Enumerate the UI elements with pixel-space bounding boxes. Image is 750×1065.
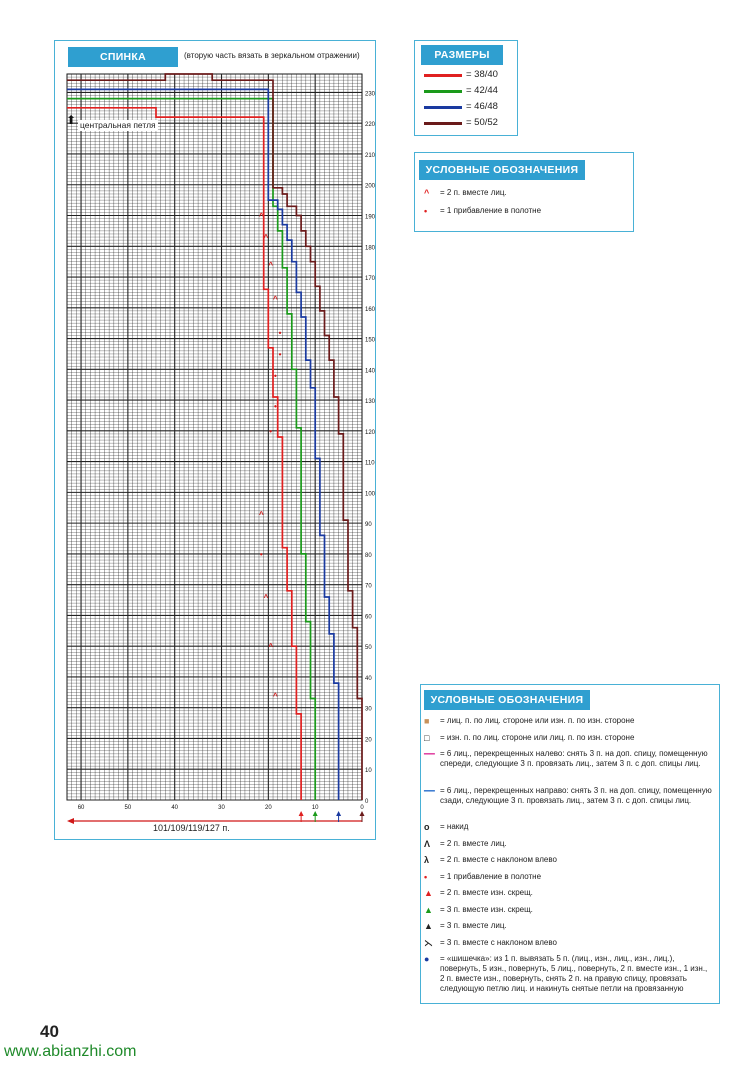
central-loop-arrow-icon: ⬆	[66, 113, 77, 127]
legend-text: = лиц. п. по лиц. стороне или изн. п. по изн. стороне	[440, 716, 635, 725]
legend-symbol-icon: ■	[424, 716, 430, 726]
y-tick-label: 100	[365, 491, 376, 498]
chart-subtitle: (вторую часть вязать в зеркальном отражении)	[184, 51, 360, 60]
legend-symbol-icon: ^	[424, 188, 430, 198]
knitting-chart	[54, 40, 376, 840]
legend-text: = 1 прибавление в полотне	[440, 206, 542, 215]
y-tick-label: 50	[365, 645, 372, 652]
size-item	[424, 117, 514, 131]
y-tick-label: 60	[365, 614, 372, 621]
increase-marker: •	[278, 349, 282, 359]
legend-symbol-icon: o	[424, 822, 430, 832]
y-tick-label: 40	[365, 675, 372, 682]
y-tick-label: 0	[365, 799, 369, 805]
legend-text: = 2 п. вместе лиц.	[440, 188, 507, 197]
size-label: = 38/40	[466, 69, 498, 80]
x-tick-label: 60	[77, 805, 85, 811]
decrease-marker: ^	[273, 691, 278, 701]
decrease-marker: ^	[258, 509, 264, 519]
y-tick-label: 170	[365, 276, 376, 283]
y-tick-label: 130	[365, 399, 376, 406]
watermark: www.abianzhi.com	[4, 1043, 137, 1060]
legend-text: = изн. п. по лиц. стороне или лиц. п. по изн. стороне	[440, 732, 635, 742]
x-tick-label: 20	[265, 805, 272, 811]
y-tick-label: 70	[365, 583, 372, 590]
legend-text: = 3 п. вместе изн. скрещ.	[440, 904, 533, 914]
legend-text: = 6 лиц., перекрещенных налево: снять 3 п. на доп. спицу, помещенную спереди, следующие 3 п. провязать лиц., затем 3 п. с доп. спицы лиц.	[440, 749, 708, 768]
stitch-count: 101/109/119/127 п.	[150, 823, 233, 834]
size-label: = 42/44	[466, 85, 498, 96]
y-tick-label: 200	[365, 183, 376, 190]
size-color-swatch	[424, 122, 462, 125]
x-axis-ticks	[78, 805, 365, 811]
y-tick-label: 190	[365, 214, 376, 221]
legend-symbol-icon: ⋋	[424, 937, 433, 948]
x-tick-label: 10	[311, 805, 319, 811]
central-loop-label: центральная петля	[80, 120, 156, 130]
legend-symbol-icon: ▲	[424, 921, 433, 931]
legend-text: = 2 п. вместе с наклоном влево	[440, 855, 557, 864]
size-label: = 46/48	[466, 101, 498, 112]
increase-marker: •	[259, 549, 263, 559]
y-tick-label: 30	[365, 706, 372, 713]
legend-symbol-icon: Λ	[424, 838, 431, 849]
legend-text: = 1 прибавление в полотне	[440, 871, 542, 881]
chart-title: СПИНКА	[68, 47, 178, 67]
size-start-arrow-head	[313, 811, 318, 816]
y-tick-label: 140	[365, 368, 376, 375]
x-tick-label: 50	[124, 805, 132, 811]
decrease-marker: ^	[263, 233, 269, 243]
decrease-marker: ^	[263, 592, 269, 602]
size-label: = 50/52	[466, 117, 498, 128]
legend-text: = 2 п. вместе изн. скрещ.	[440, 888, 533, 897]
decrease-marker: ^	[273, 294, 278, 304]
increase-marker: •	[273, 402, 277, 412]
increase-marker: •	[273, 371, 277, 381]
y-tick-label: 80	[365, 552, 372, 559]
y-tick-label: 230	[365, 91, 376, 98]
y-tick-label: 150	[365, 337, 376, 344]
legend-symbol-icon: ▲	[424, 904, 433, 915]
legend-big-title: УСЛОВНЫЕ ОБОЗНАЧЕНИЯ	[424, 690, 590, 710]
legend-text: = «шишечка»: из 1 п. вывязать 5 п. (лиц., изн., лиц., изн., лиц.), повернуть, 5 изн., повернуть, 5 лиц., повернуть, 2 п. вместе изн., 1 изн., 2 п. вместе изн., повернуть, снять 2 п. на правую спицу, провязать следующую петлю лиц. и накинуть снятые петли на провязанную	[440, 954, 708, 993]
x-tick-label: 30	[218, 805, 225, 811]
size-item	[424, 101, 514, 115]
y-tick-label: 180	[365, 245, 376, 252]
legend-symbol-icon: ━━	[424, 749, 435, 759]
size-item	[424, 69, 514, 83]
chart-grid	[67, 74, 362, 800]
legend-text: = 3 п. вместе с наклоном влево	[440, 937, 557, 947]
decrease-marker: ^	[268, 642, 274, 652]
legend-symbol-icon: □	[424, 732, 430, 743]
x-tick-label: 40	[171, 805, 179, 811]
size-color-swatch	[424, 74, 462, 77]
legend-small-title: УСЛОВНЫЕ ОБОЗНАЧЕНИЯ	[419, 160, 585, 180]
size-start-arrow-head	[299, 811, 304, 816]
y-tick-label: 110	[365, 460, 375, 467]
legend-symbol-icon: ━━	[424, 785, 435, 796]
legend-symbol-icon: ▲	[424, 888, 433, 898]
legend-symbol-icon: ●	[424, 954, 430, 964]
page-number: 40	[40, 1022, 59, 1041]
legend-symbol-icon: λ	[424, 855, 430, 865]
y-tick-label: 90	[365, 522, 372, 529]
x-tick-label: 0	[360, 805, 364, 811]
y-axis-ticks	[365, 91, 376, 805]
legend-text: = 3 п. вместе лиц.	[440, 921, 507, 930]
increase-marker: •	[278, 328, 282, 338]
y-tick-label: 220	[365, 122, 376, 129]
size-color-swatch	[424, 90, 462, 93]
size-start-arrow-head	[360, 811, 365, 816]
size-start-arrow-head	[336, 811, 341, 816]
decrease-marker: ^	[268, 260, 274, 270]
y-tick-label: 20	[365, 737, 372, 744]
stitch-count-arrow-head	[67, 818, 74, 824]
sizes-title: РАЗМЕРЫ	[421, 45, 503, 65]
legend-symbol-icon: •	[424, 871, 428, 882]
y-tick-label: 120	[365, 429, 376, 436]
y-tick-label: 210	[365, 152, 376, 159]
y-tick-label: 10	[365, 768, 372, 775]
decrease-marker: ^	[258, 211, 264, 221]
increase-marker: •	[269, 426, 273, 436]
legend-symbol-icon: •	[424, 206, 428, 216]
legend-text: = 2 п. вместе лиц.	[440, 838, 507, 848]
y-tick-label: 160	[365, 306, 376, 313]
size-color-swatch	[424, 106, 462, 109]
size-item	[424, 85, 514, 99]
legend-text: = накид	[440, 822, 469, 831]
legend-text: = 6 лиц., перекрещенных направо: снять 3 п. на доп. спицу, помещенную сзади, следующие 3 п. провязать лиц., затем 3 п. с доп. спицы лиц.	[440, 785, 712, 805]
